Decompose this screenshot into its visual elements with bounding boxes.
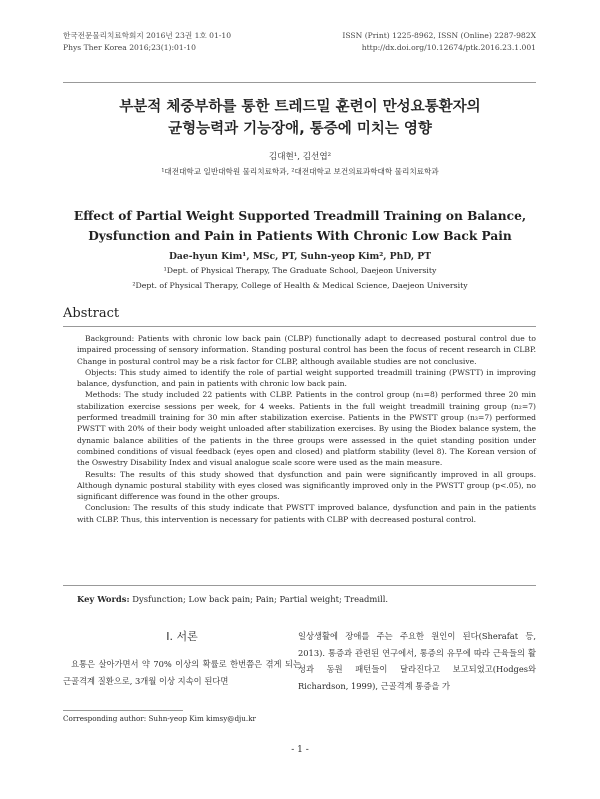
journal-citation: Phys Ther Korea 2016;23(1):01-10 [63, 43, 196, 52]
korean-authors: 김대현¹, 김선엽² [268, 152, 332, 162]
introduction-paragraph-right: 일상생활에 장애를 주는 주요한 원인이 된다(Sherafat 등, 2013). 통증과 관련된 연구에서, 통증의 유무에 따라 근육들의 활성과 동원 패턴들이 달라진다고 보고되었고(Hodges와 Richardson, 1999), 근골격계 통증을 가 [298, 631, 536, 691]
doi-link[interactable]: http://dx.doi.org/10.12674/ptk.2016.23.1.001 [361, 43, 536, 52]
abstract-bottom-divider [63, 585, 536, 586]
journal-header-right [342, 30, 536, 54]
keywords-label: Key Words: [77, 594, 130, 604]
abstract-body [77, 333, 536, 525]
keywords [77, 593, 536, 605]
header-divider [63, 82, 536, 83]
english-affiliation-2: ²Dept. of Physical Therapy, College of Health & Medical Science, Daejeon University [132, 281, 468, 290]
abstract-conclusion: Conclusion: The results of this study indicate that PWSTT improved balance, dysfunction and pain in the patients with CLBP. Thus, this intervention is necessary for patients with CLBP with decreased postural control. [77, 503, 536, 524]
abstract-heading: Abstract [63, 306, 120, 321]
abstract-results: Results: The results of this study showed that dysfunction and pain were significantly improved in all groups. Although dynamic postural stability with eyes closed was significantly improved only in the PWSTT group (p<.05), no significant difference was found in the other groups. [77, 469, 536, 502]
english-authors: Dae-hyun Kim¹, MSc, PT, Suhn-yeop Kim², PhD, PT [168, 251, 432, 262]
journal-name-korean: 한국전문물리치료학회지 2016년 23권 1호 01-10 [63, 31, 232, 40]
english-affiliation-1: ¹Dept. of Physical Therapy, The Graduate School, Daejeon University [163, 266, 437, 275]
journal-header-left [63, 30, 231, 54]
keywords-text: Dysfunction; Low back pain; Pain; Partial weight; Treadmill. [129, 594, 389, 604]
body-column-left [63, 628, 301, 689]
body-column-right [298, 628, 536, 694]
abstract-background: Background: Patients with chronic low back pain (CLBP) functionally adapt to decreased postural control due to impaired processing of sensory information. Standing postural control has been the focus of recent research in CLBP. Change in postural control may be a risk factor for CLBP, although available studies are not conclusive. [77, 334, 536, 366]
introduction-paragraph-left: 요통은 살아가면서 약 70% 이상의 확률로 한번쯤은 겪게 되는 근골격계 질환으로, 3개월 이상 지속이 된다면 [63, 659, 301, 686]
corresponding-author-footnote: Corresponding author: Suhn-yeop Kim kimsy@dju.kr [63, 714, 256, 723]
footnote-divider [63, 710, 183, 711]
section-heading-introduction: Ⅰ. 서론 [166, 630, 198, 643]
korean-affiliations: ¹대전대학교 일반대학원 물리치료학과, ²대전대학교 보건의료과학대학 물리치료학과 [161, 167, 439, 176]
abstract-methods: Methods: The study included 22 patients with CLBP. Patients in the control group (n₁=8) performed three 20 min stabilization exercise sessions per week, for 4 weeks. Patients in the full weight treadmill training group (n₂=7) performed treadmill training for 30 min after stabilization exercise. Patients in the PWSTT group (n₃=7) performed PWSTT with 20% of their body weight unloaded after stabilization exercises. By using the Biodex balance system, the dynamic balance abilities of the patients in the three groups were assessed in the quiet standing position under combined conditions of visual feedback (eyes open and closed) and platform stability (level 8). The Korean version of the Oswestry Disability Index and visual analogue scale score were used as the main measure. [77, 390, 536, 468]
english-title: Effect of Partial Weight Supported Treadmill Training on Balance, Dysfunction and Pain in Patients With Chronic Low Back Pain [73, 209, 527, 243]
korean-title: 부분적 체중부하를 통한 트레드밀 훈련이 만성요통환자의 균형능력과 기능장애, 통증에 미치는 영향 [119, 99, 481, 137]
abstract-objects: Objects: This study aimed to identify the role of partial weight supported treadmill training (PWSTT) in improving balance, dysfunction, and pain in patients with chronic low back pain. [77, 367, 536, 389]
abstract-divider [63, 326, 536, 327]
page-number: - 1 - [291, 745, 309, 755]
issn: ISSN (Print) 1225-8962, ISSN (Online) 2287-982X [342, 31, 536, 40]
